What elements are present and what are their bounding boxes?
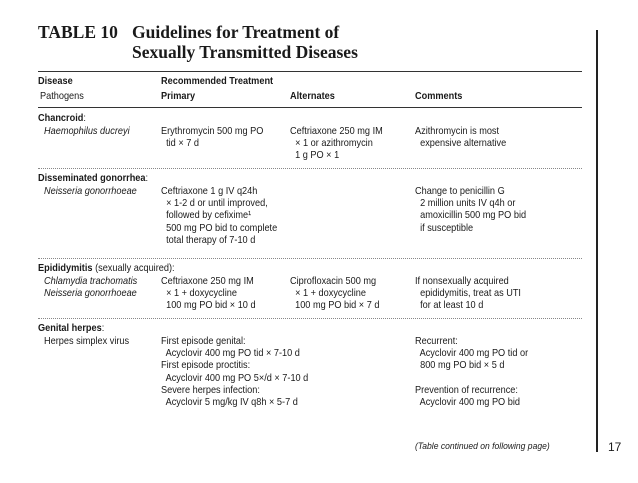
- top-rule: [38, 71, 582, 72]
- pathogen-gonorrhea: Neisseria gonorrhoeae: [44, 186, 137, 197]
- disease-epididymitis: Epididymitis (sexually acquired):: [38, 263, 175, 274]
- pathogen-herpes: Herpes simplex virus: [44, 336, 130, 347]
- table-title-line1: Guidelines for Treatment of: [132, 22, 340, 42]
- row-separator: [38, 258, 582, 259]
- chancroid-alternates: Ceftriaxone 250 mg IM × 1 or azithromycin 1 g PO × 1: [290, 126, 383, 162]
- header-alternates: Alternates: [290, 91, 335, 102]
- disease-herpes: Genital herpes:: [38, 323, 105, 334]
- header-rule: [38, 107, 582, 108]
- row-separator: [38, 318, 582, 319]
- pathogen-chancroid: Haemophilus ducreyi: [44, 126, 130, 137]
- header-disease: Disease: [38, 76, 73, 87]
- row-separator: [38, 168, 582, 169]
- header-pathogens: Pathogens: [40, 91, 84, 102]
- epididymitis-alternates: Ciprofloxacin 500 mg × 1 + doxycycline 100 mg PO bid × 7 d: [290, 276, 380, 312]
- disease-chancroid: Chancroid:: [38, 113, 86, 124]
- page-number: 17: [608, 440, 622, 454]
- herpes-primary: First episode genital: Acyclovir 400 mg PO tid × 7-10 d First episode proctitis: Acyclovir 400 mg PO 5×/d × 7-10 d Severe herpes infection: Acyclovir 5 mg/kg IV q8h × 5-7 d: [161, 336, 309, 409]
- vertical-rule: [596, 30, 598, 452]
- table-title: [132, 22, 358, 62]
- chancroid-primary: Erythromycin 500 mg PO tid × 7 d: [161, 126, 264, 150]
- chancroid-comments: Azithromycin is most expensive alternative: [415, 126, 507, 150]
- header-primary: Primary: [161, 91, 196, 102]
- table-title-number: TABLE 10: [38, 22, 118, 42]
- header-recommended: Recommended Treatment: [161, 76, 274, 87]
- gonorrhea-primary: Ceftriaxone 1 g IV q24h × 1-2 d or until improved, followed by cefixime¹ 500 mg PO bid to complete total therapy of 7-10 d: [161, 186, 278, 246]
- disease-gonorrhea: Disseminated gonorrhea:: [38, 173, 149, 184]
- pathogen-chlamydia: Chlamydia trachomatis: [44, 276, 138, 287]
- table-continued-note: (Table continued on following page): [415, 441, 550, 452]
- gonorrhea-comments: Change to penicillin G 2 million units IV q4h or amoxicillin 500 mg PO bid if susceptible: [415, 186, 527, 234]
- epididymitis-comments: If nonsexually acquired epididymitis, treat as UTI for at least 10 d: [415, 276, 521, 312]
- epididymitis-primary: Ceftriaxone 250 mg IM × 1 + doxycycline 100 mg PO bid × 10 d: [161, 276, 256, 312]
- herpes-comments: Recurrent: Acyclovir 400 mg PO tid or 800 mg PO bid × 5 d Prevention of recurrence: Acyclovir 400 mg PO bid: [415, 336, 529, 408]
- table-title-line2: Sexually Transmitted Diseases: [132, 42, 358, 62]
- header-comments: Comments: [415, 91, 463, 102]
- pathogen-neisseria: Neisseria gonorrhoeae: [44, 288, 137, 299]
